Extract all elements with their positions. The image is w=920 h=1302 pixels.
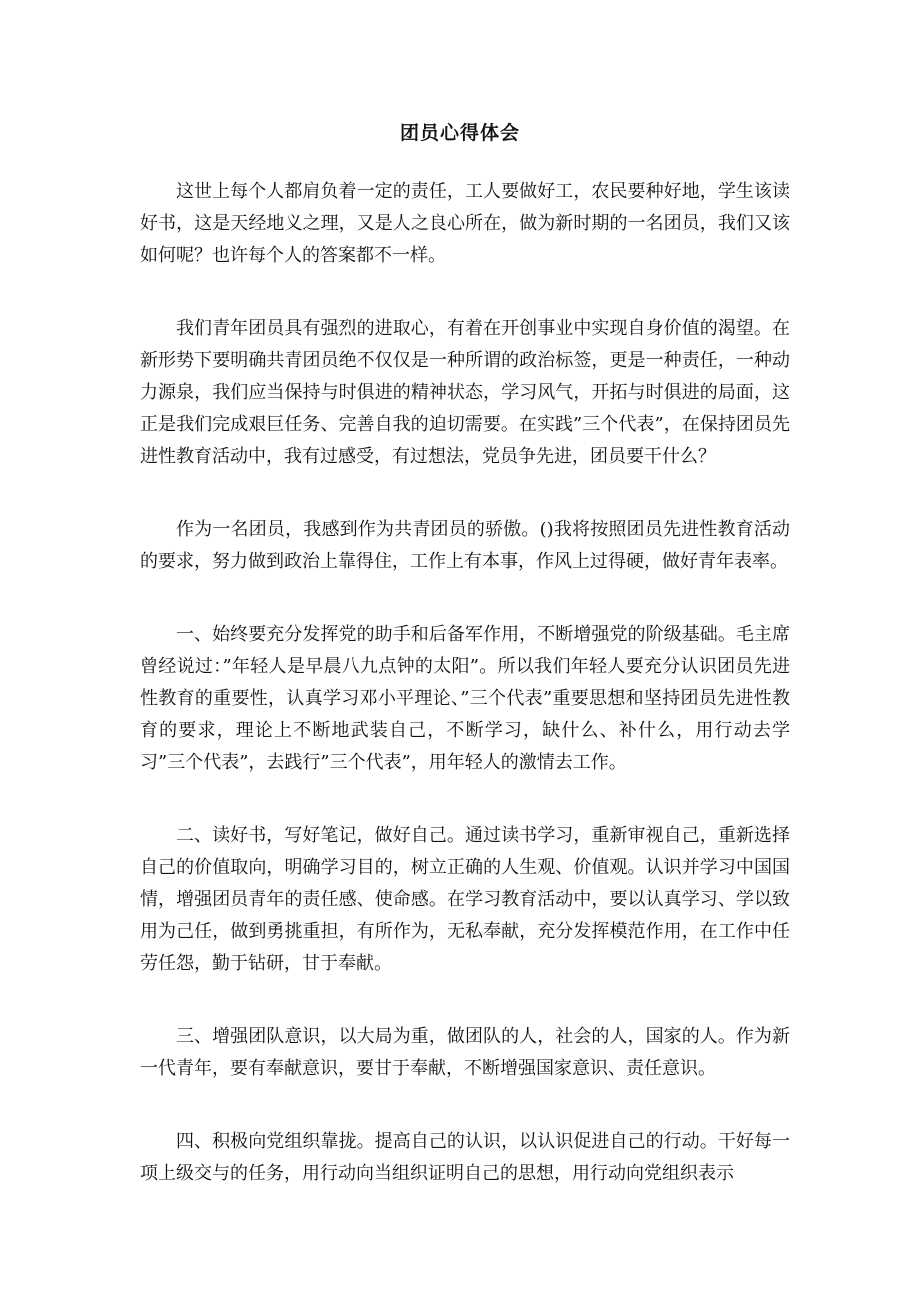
- paragraph-3: 作为一名团员，我感到作为共青团员的骄傲。()我将按照团员先进性教育活动的要求，努力做到政治上靠得住，工作上有本事，作风上过得硬，做好青年表率。: [140, 519, 790, 572]
- paragraph-4: 一、始终要充分发挥党的助手和后备军作用，不断增强党的阶级基础。毛主席曾经说过：”年轻人是早晨八九点钟的太阳”。所以我们年轻人要充分认识团员先进性教育的重要性，认真学习邓小平理论、”三个代表”重要思想和坚持团员先进性教育的要求，理论上不断地武装自己，不断学习，缺什么、补什么，用行动去学习”三个代表”，去践行”三个代表”，用年轻人的激情去工作。: [140, 624, 790, 773]
- document-body: [140, 176, 790, 1231]
- paragraph-5: 二、读好书，写好笔记，做好自己。通过读书学习，重新审视自己，重新选择自己的价值取向，明确学习目的，树立正确的人生观、价值观。认识并学习中国国情，增强团员青年的责任感、使命感。在学习教育活动中，要以认真学习、学以致用为己任，做到勇挑重担，有所作为，无私奉献，充分发挥模范作用，在工作中任劳任怨，勤于钻研，甘于奉献。: [140, 825, 790, 974]
- paragraph-2: 我们青年团员具有强烈的进取心，有着在开创事业中实现自身价值的渴望。在新形势下要明确共青团员绝不仅仅是一种所谓的政治标签，更是一种责任，一种动力源泉，我们应当保持与时俱进的精神状态，学习风气，开拓与时俱进的局面，这正是我们完成艰巨任务、完善自我的迫切需要。在实践”三个代表”，在保持团员先进性教育活动中，我有过感受，有过想法，党员争先进，团员要干什么？: [140, 318, 790, 467]
- document-title: 团员心得体会: [399, 122, 520, 144]
- paragraph-7: 四、积极向党组织靠拢。提高自己的认识，以认识促进自己的行动。干好每一项上级交与的任务，用行动向当组织证明自己的思想，用行动向党组织表示: [140, 1131, 790, 1184]
- paragraph-6: 三、增强团队意识，以大局为重，做团队的人，社会的人，国家的人。作为新一代青年，要有奉献意识，要甘于奉献，不断增强国家意识、责任意识。: [140, 1026, 790, 1079]
- paragraph-1: 这世上每个人都肩负着一定的责任，工人要做好工，农民要种好地，学生该读好书，这是天经地义之理，又是人之良心所在，做为新时期的一名团员，我们又该如何呢？也许每个人的答案都不一样。: [140, 181, 790, 266]
